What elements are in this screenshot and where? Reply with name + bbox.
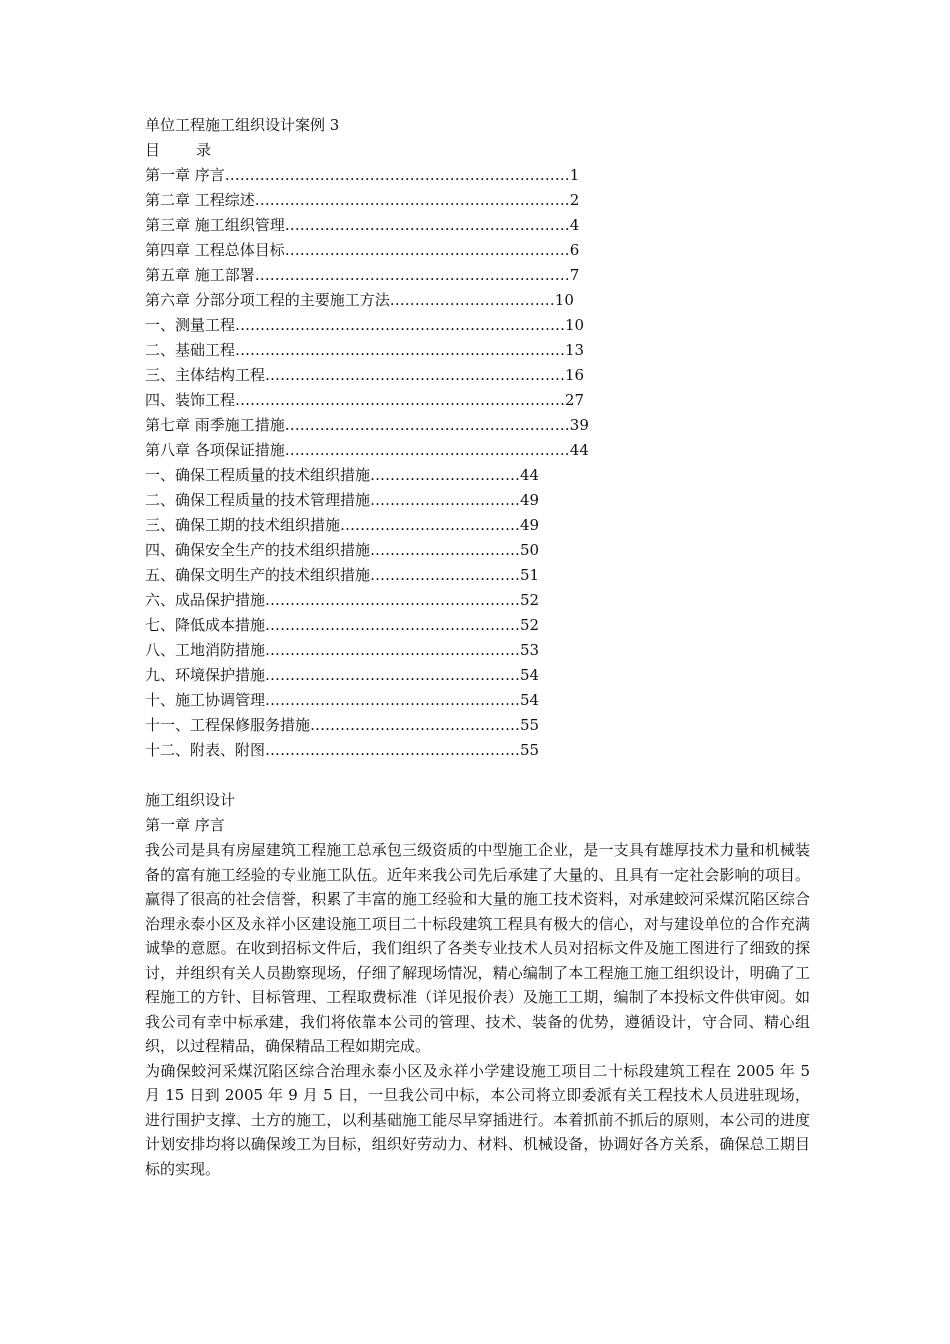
section-title: 施工组织设计 — [145, 791, 236, 809]
toc-item: 十二、附表、附图……………………………………………55 — [145, 741, 540, 759]
toc-item: 三、主体结构工程……………………………………………………16 — [145, 366, 585, 384]
toc-item: 四、装饰工程…………………………………………………………27 — [145, 391, 585, 409]
toc-item: 十、施工协调管理……………………………………………54 — [145, 691, 540, 709]
toc-item: 第三章 施工组织管理…………………………………………………4 — [145, 216, 580, 234]
body-paragraph: 为确保蛟河采煤沉陷区综合治理永泰小区及永祥小学建设施工项目二十标段建筑工程在 2005 年 5 月 15 日到 2005 年 9 月 5 日，一旦我公司中标，本公司将立即委派有关工程技术人员进驻现场，进行围护支撑、土方的施工，以利基础施工能尽早穿插进行。本着抓前不抓后的原则，本公司的进度计划安排均将以确保竣工为目标，组织好劳动力、材料、机械设备，协调好各方关系，确保总工期目标的实现。 — [145, 1061, 810, 1178]
toc-item: 四、确保安全生产的技术组织措施…………………………50 — [145, 541, 540, 559]
toc-item: 第四章 工程总体目标…………………………………………………6 — [145, 241, 580, 259]
toc-item: 第七章 雨季施工措施…………………………………………………39 — [145, 416, 589, 434]
toc-item: 七、降低成本措施……………………………………………52 — [145, 616, 540, 634]
toc-item: 第五章 施工部署………………………………………………………7 — [145, 266, 580, 284]
toc-item: 二、确保工程质量的技术管理措施…………………………49 — [145, 491, 540, 509]
document-page — [145, 113, 810, 1181]
toc-heading-right: 录 — [196, 141, 212, 159]
toc-item: 第一章 序言……………………………………………………………1 — [145, 166, 580, 184]
toc-item: 八、工地消防措施……………………………………………53 — [145, 641, 540, 659]
toc-item: 一、测量工程…………………………………………………………10 — [145, 316, 585, 334]
body-paragraph: 我公司是具有房屋建筑工程施工总承包三级资质的中型施工企业，是一支具有雄厚技术力量和机械装备的富有施工经验的专业施工队伍。近年来我公司先后承建了大量的、且具有一定社会影响的项目。赢得了很高的社会信誉，积累了丰富的施工经验和大量的施工技术资料，对承建蛟河采煤沉陷区综合治理永泰小区及永祥小区建设施工项目二十标段建筑工程具有极大的信心，对与建设单位的合作充满诚挚的意愿。在收到招标文件后，我们组织了各类专业技术人员对招标文件及施工图进行了细致的探讨，并组织有关人员勘察现场，仔细了解现场情况，精心编制了本工程施工施工组织设计，明确了工程施工的方针、目标管理、工程取费标准（详见报价表）及施工工期，编制了本投标文件供审阅。如我公司有幸中标承建，我们将依靠本公司的管理、技术、装备的优势，遵循设计，守合同、精心组织，以过程精品，确保精品工程如期完成。 — [145, 841, 810, 1055]
toc-heading — [145, 138, 810, 163]
table-of-contents — [145, 163, 810, 763]
chapter-title: 第一章 序言 — [145, 816, 225, 834]
toc-item: 第八章 各项保证措施…………………………………………………44 — [145, 441, 589, 459]
toc-item: 第二章 工程综述………………………………………………………2 — [145, 191, 580, 209]
toc-item: 三、确保工期的技术组织措施………………………………49 — [145, 516, 540, 534]
toc-item: 第六章 分部分项工程的主要施工方法……………………………10 — [145, 291, 574, 309]
blank-line — [145, 763, 810, 788]
document-title: 单位工程施工组织设计案例 3 — [145, 116, 340, 134]
toc-item: 一、确保工程质量的技术组织措施…………………………44 — [145, 466, 540, 484]
toc-item: 九、环境保护措施……………………………………………54 — [145, 666, 540, 684]
toc-item: 十一、工程保修服务措施……………………………………55 — [145, 716, 540, 734]
toc-heading-left: 目 — [145, 141, 161, 159]
toc-item: 六、成品保护措施……………………………………………52 — [145, 591, 540, 609]
toc-item: 五、确保文明生产的技术组织措施…………………………51 — [145, 566, 540, 584]
toc-item: 二、基础工程…………………………………………………………13 — [145, 341, 585, 359]
